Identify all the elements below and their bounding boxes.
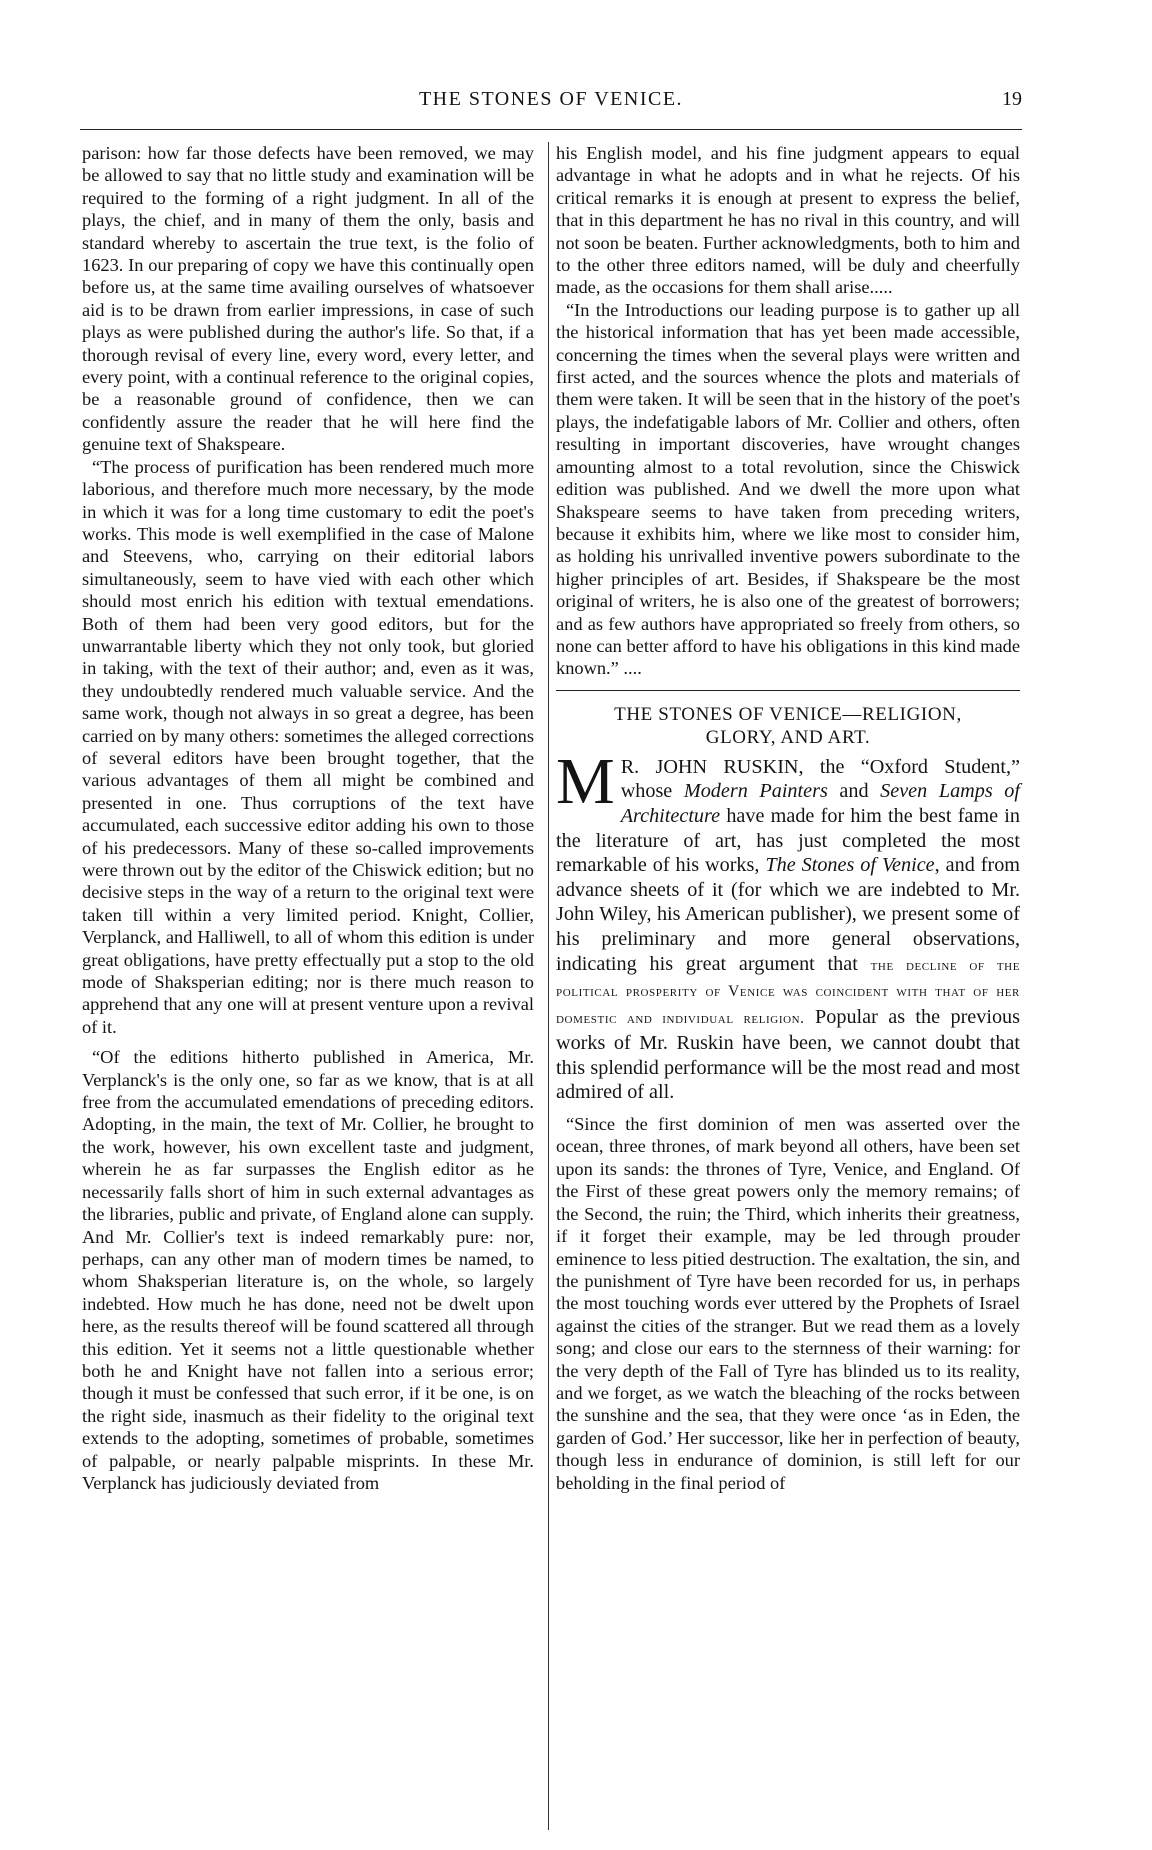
article-title-line: GLORY, AND ART.: [705, 726, 871, 748]
paragraph-gap: [82, 1038, 534, 1046]
lead-text: R. JOHN RUSKIN, the “Oxford Student,” whose: [620, 755, 1020, 803]
title-stones-of-venice: The Stones of Venice: [765, 854, 935, 877]
paragraph: “In the Introductions our leading purpose is to gather up all the historical information that has yet been made accessible, concerning the times when the several plays were written and first acted, and the sources whence the plots and materials of them were taken. It will be seen that in the history of the poet's plays, the indefatigable labors of Mr. Collier and others, often resulting in important discoveries, have wrought changes amounting almost to a total revolution, since the Chiswick edition was published. And we dwell the more upon what Shakspeare seems to have taken from preceding writers, because it exhibits him, where we like most to consider him, as holding his unrivalled inventive powers subordinate to the higher principles of art. Besides, if Shakspeare be the most original of writers, he is also one of the greatest of borrowers; and as few authors have appropriated so freely from others, so none can better afford to have his obligations in this kind made known.” ....: [556, 299, 1020, 679]
header-rule: [80, 129, 1022, 130]
page-number: 19: [1002, 88, 1022, 110]
column-divider: [548, 142, 549, 1830]
section-rule: [556, 690, 1020, 691]
running-title: THE STONES OF VENICE.: [418, 88, 684, 110]
left-column: [82, 142, 534, 1494]
paragraph: “Since the first dominion of men was asserted over the ocean, three thrones, of mark beyond all others, have been set upon its sands: the thrones of Tyre, Venice, and England. Of the First of these great powers only the memory remains; of the Second, the ruin; the Third, which inherits their greatness, if it forget their example, may be led through prouder eminence to less pitied destruction. The exaltation, the sin, and the punishment of Tyre have been recorded for us, in perhaps the most touching words ever uttered by the Prophets of Israel against the cities of the stranger. But we read them as a lovely song; and close our ears to the sternness of their warning: for the very depth of the Fall of Tyre has blinded us to its reality, and we forget, as we watch the bleaching of the rocks between the sunshine and the sea, that they were once ‘as in Eden, the garden of God.’ Her successor, like her in perfection of beauty, though less in endurance of dominion, is still left for our beholding in the final period of: [556, 1114, 1020, 1493]
paragraph: “Of the editions hitherto published in America, Mr. Verplanck's is the only one, so far as we know, that is at all free from the accumulated emendations of preceding editors. Adopting, in the main, the text of Mr. Collier, he brought to the work, however, his own excellent taste and judgment, wherein he as far surpasses the English editor as he necessarily falls short of him in such external advantages as the libraries, public and private, of England alone can supply. And Mr. Collier's text is indeed remarkably pure: nor, perhaps, can any other man of modern times be named, to whom Shaksperian literature is, on the whole, so largely indebted. How much he has done, need not be dwelt upon here, as the results thereof will be found scattered all through this edition. Yet it seems not a little questionable whether both he and Knight have not fallen into a serious error; though it must be confessed that such error, if it be one, is on the right side, inasmuch as their fidelity to the original text extends to the adopting, sometimes of probable, sometimes of palpable, or nearly palpable misprints. In these Mr. Verplanck has judiciously deviated from: [82, 1047, 534, 1493]
lead-text: have made for him the best fame in the literature of art, has just completed the most remarkable of his works,: [556, 804, 1020, 877]
paragraph: his English model, and his fine judgment appears to equal advantage in what he adopts and in what he rejects. Of his critical remarks it is enough at present to express the belief, that in this department he has no rival in this country, and will not soon be beaten. Further acknowledgments, both to him and to the other three editors named, will be duly and cheerfully made, as the occasions for them shall arise.....: [556, 143, 1020, 298]
paragraph: parison: how far those defects have been removed, we may be allowed to say that no little study and examination will be required to the forming of a right judgment. In all of the plays, the chief, and in many of them the only, basis and standard whereby to ascertain the true text, is the folio of 1623. In our preparing of copy we have this continually open before us, at the same time availing ourselves of whatsoever aid is to be drawn from earlier impressions, in case of such plays as were published during the author's life. So that, if a thorough revisal of every line, every word, every letter, and every point, with a continual reference to the original copies, be a reasonable ground of confidence, then we can confidently assure the reader that he will here find the genuine text of Shakspeare.: [82, 143, 534, 455]
title-seven-lamps: Seven Lamps of Architecture: [620, 780, 1020, 827]
article-title-line: THE STONES OF VENICE—RELIGION,: [614, 703, 962, 725]
article-title: [556, 703, 1020, 749]
lead-text: , and from advance sheets of it (for which we are indebted to Mr. John Wiley, his American publisher), we present some of his preliminary and more general observations, indicating his great argument that: [556, 854, 1020, 975]
lead-text: Popular as the previous works of Mr. Ruskin have been, we cannot doubt that this splendid performance will be the most read and most admired of all.: [556, 1005, 1020, 1104]
lead-paragraph: [556, 744, 1021, 1105]
paragraph: “The process of purification has been rendered much more laborious, and therefore much more necessary, by the mode in which it was for a long time customary to edit the poet's works. This mode is well exemplified in the case of Malone and Steevens, who, carrying on their editorial labors simultaneously, seem to have vied with each other which should most enrich his edition with textual emendations. Both of them had been very good editors, but for the unwarrantable liberty which they not only took, but gloried in taking, with the text of their author; and, even as it was, they undoubtedly rendered much valuable service. And the same work, though not always in so great a degree, has been carried on by many others: sometimes the alleged corrections of several editors have been brought together, that the various advantages of them all might be combined and presented in one. Thus corruptions of the text have accumulated, each successive editor adding his own to those of his predecessors. Many of these so-called improvements were thrown out by the editor of the Chiswick edition; but no decisive steps in the way of a return to the original text were taken till within a very limited period. Knight, Collier, Verplanck, and Halliwell, to all of whom this edition is under great obligations, have pretty effectually put a stop to the old mode of Shaksperian editing; nor is there much reason to apprehend that any one will at present venture upon a revival of it.: [82, 456, 534, 1037]
paragraph-gap: [556, 1105, 1020, 1113]
right-column: [556, 142, 1020, 1494]
small-caps-thesis: the decline of the political prosperity of Venice was coincident with that of her domestic and individual religion.: [556, 956, 1021, 1027]
drop-cap: M: [556, 744, 615, 818]
page-header: [80, 88, 1022, 118]
lead-text: and: [827, 780, 881, 803]
title-modern-painters: Modern Painters: [683, 780, 828, 803]
